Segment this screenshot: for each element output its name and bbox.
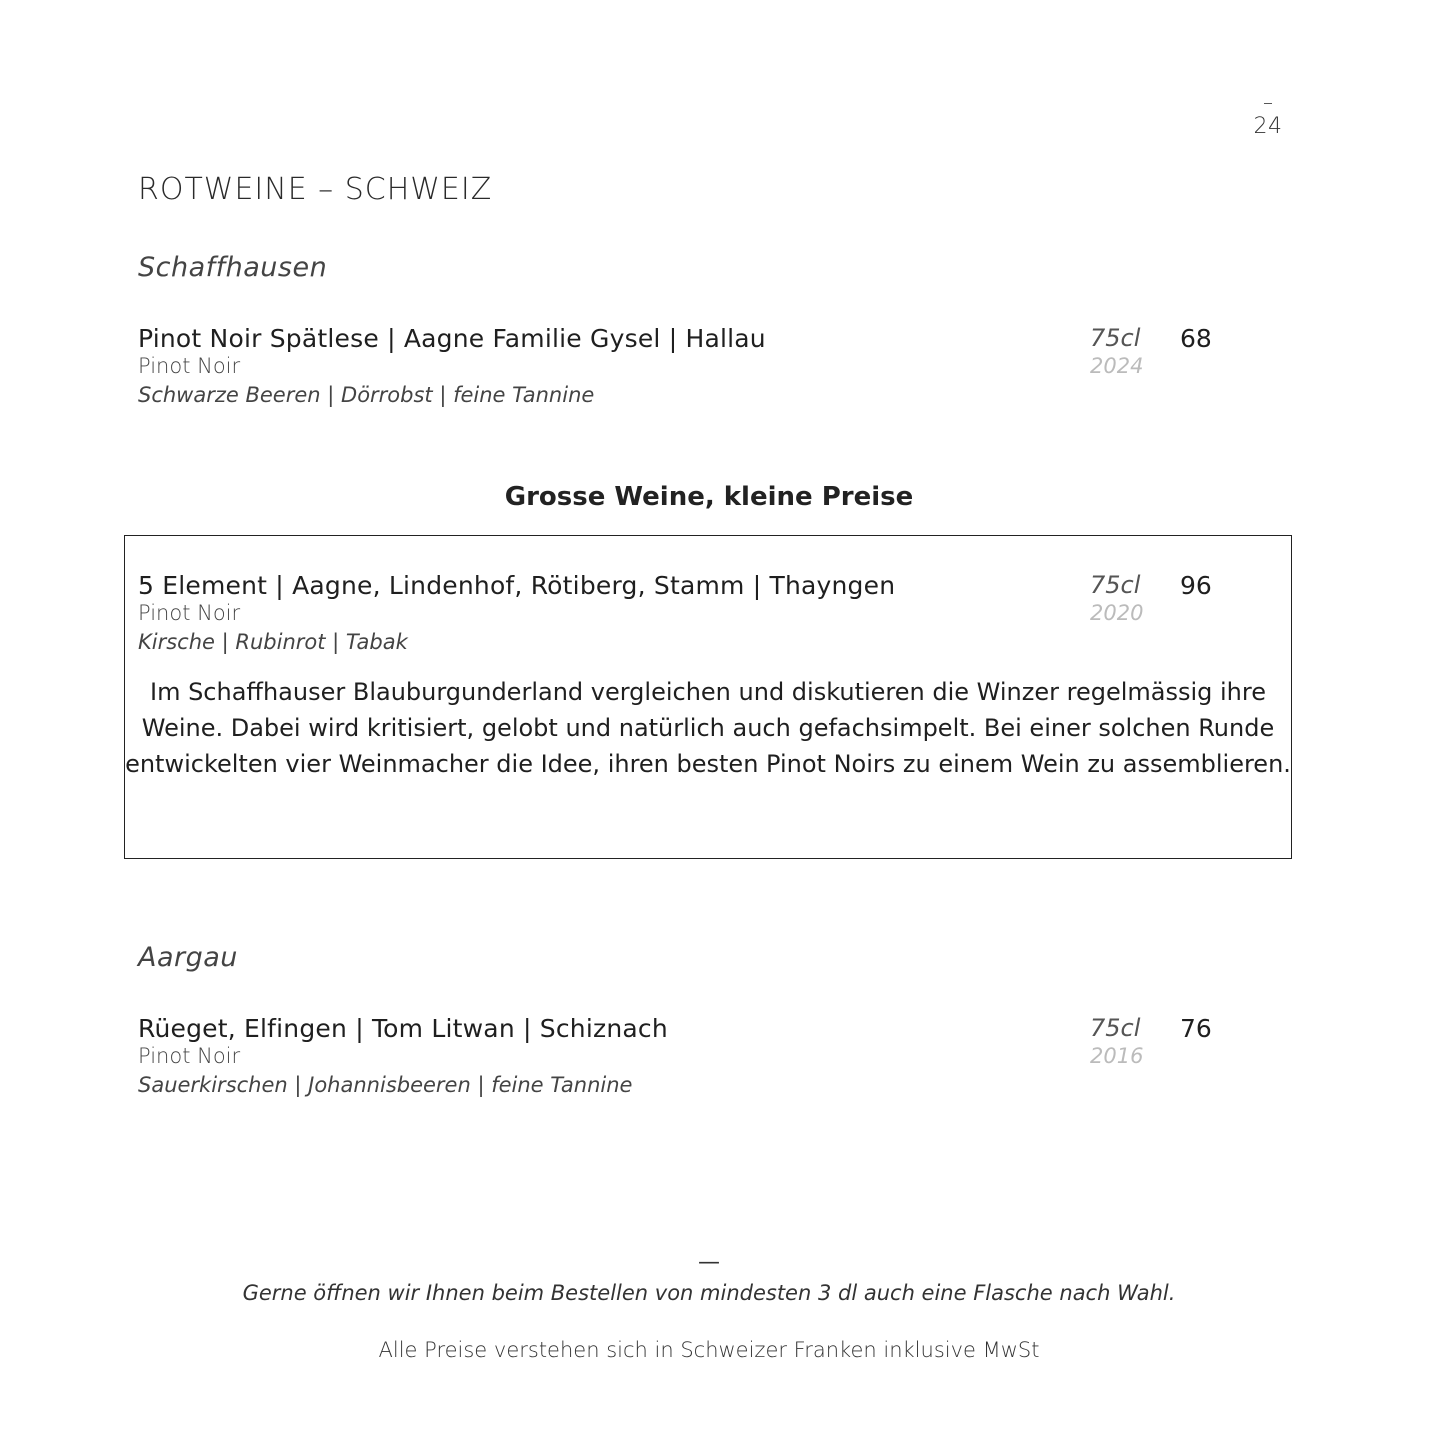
wine-name: Pinot Noir Spätlese | Aagne Familie Gysel | Hallau: [138, 324, 766, 353]
wine-name: Rüeget, Elfingen | Tom Litwan | Schiznach: [138, 1014, 668, 1043]
wine-tasting-notes: Kirsche | Rubinrot | Tabak: [138, 630, 408, 654]
wine-bottle-size: 75cl: [1090, 1014, 1141, 1042]
wine-entry: [138, 324, 1238, 414]
promo-heading: Grosse Weine, kleine Preise: [504, 482, 914, 512]
wine-grape: Pinot Noir: [138, 1044, 241, 1068]
wine-vintage: 2016: [1090, 1044, 1144, 1068]
wine-bottle-size: 75cl: [1090, 324, 1141, 352]
wine-price: 96: [1180, 571, 1212, 600]
section-title: ROTWEINE – SCHWEIZ: [138, 172, 493, 207]
wine-entry: [138, 1014, 1238, 1104]
wine-bottle-size: 75cl: [1090, 571, 1141, 599]
wine-entry: [138, 571, 1238, 661]
page-number: 24: [1253, 114, 1283, 139]
footer-prices-notice: Alle Preise verstehen sich in Schweizer Franken inklusive MwSt: [378, 1338, 1040, 1362]
footer-note: Gerne öffnen wir Ihnen beim Bestellen von mindesten 3 dl auch eine Flasche nach Wahl.: [242, 1281, 1176, 1305]
footer-divider: —: [698, 1250, 720, 1275]
region-heading-schaffhausen: Schaffhausen: [138, 252, 328, 283]
page-number-dash: –: [1263, 90, 1273, 114]
wine-price: 76: [1180, 1014, 1212, 1043]
wine-price: 68: [1180, 324, 1212, 353]
wine-vintage: 2024: [1090, 354, 1144, 378]
wine-name: 5 Element | Aagne, Lindenhof, Rötiberg, Stamm | Thayngen: [138, 571, 896, 600]
promo-description: Im Schaffhauser Blauburgunderland vergleichen und diskutieren die Winzer regelmässig ihre Weine. Dabei wird kritisiert, gelobt und natürlich auch gefachsimpelt. Bei einer solchen Runde entwickelten vier Weinmacher die Idee, ihren besten Pinot Noirs zu einem Wein zu assemblieren.: [125, 678, 1291, 778]
wine-tasting-notes: Schwarze Beeren | Dörrobst | feine Tannine: [138, 383, 595, 407]
wine-tasting-notes: Sauerkirschen | Johannisbeeren | feine Tannine: [138, 1073, 633, 1097]
region-heading-aargau: Aargau: [138, 942, 238, 973]
wine-grape: Pinot Noir: [138, 601, 241, 625]
wine-vintage: 2020: [1090, 601, 1144, 625]
wine-grape: Pinot Noir: [138, 354, 241, 378]
